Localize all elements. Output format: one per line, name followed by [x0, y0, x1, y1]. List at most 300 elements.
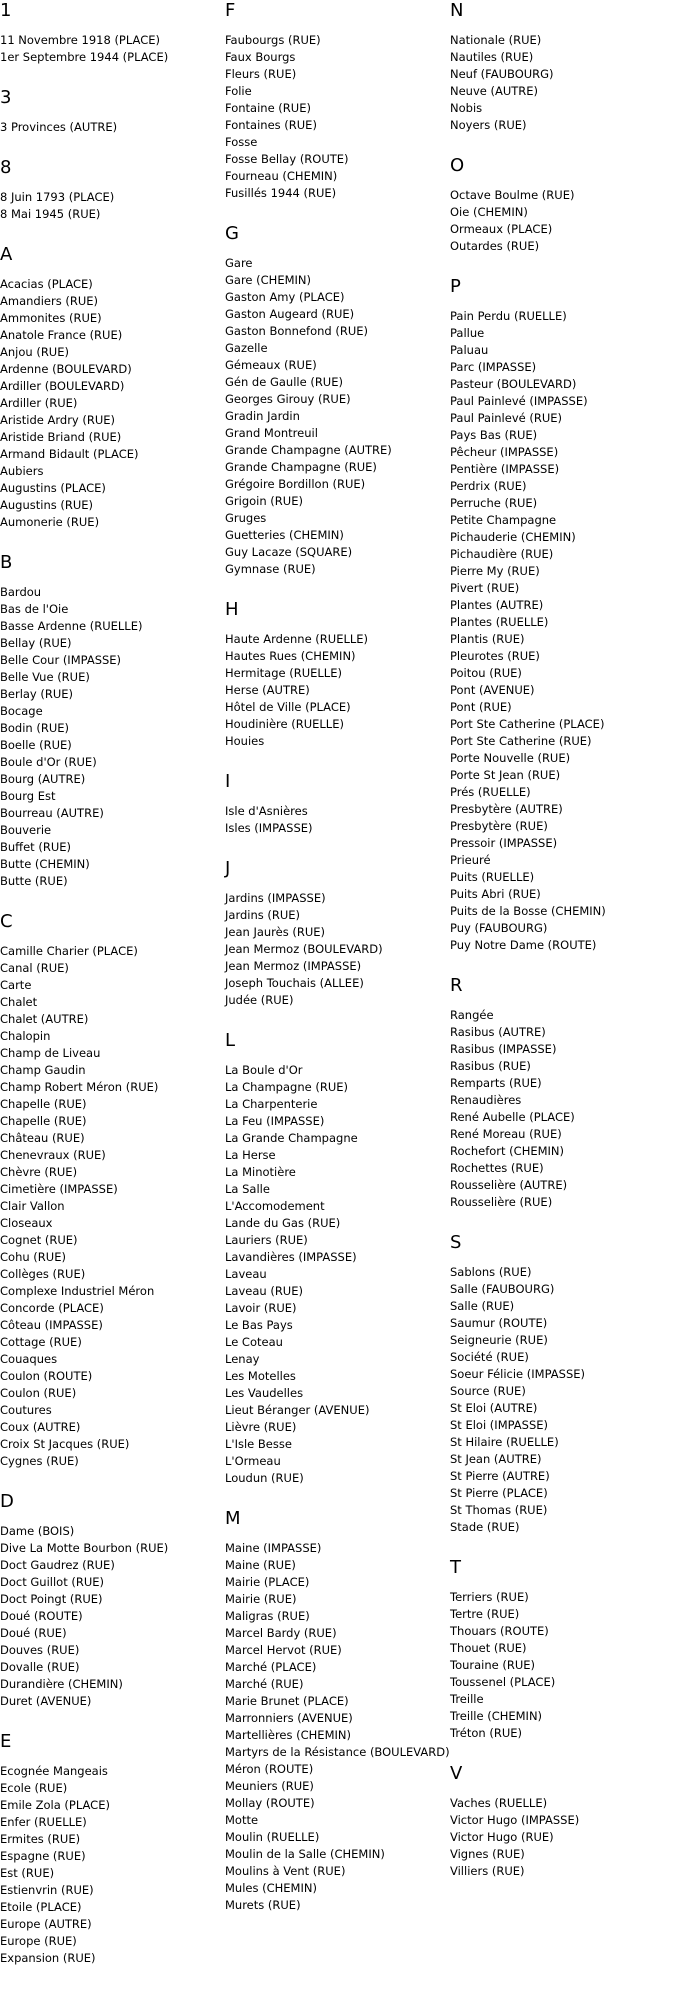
street-item: Houies: [225, 734, 265, 748]
street-item: Champ Gaudin: [0, 1063, 86, 1077]
street-item: Pichaudière (RUE): [450, 547, 554, 561]
street-item: Terriers (RUE): [450, 1590, 529, 1604]
street-item: St Jean (AUTRE): [450, 1452, 542, 1466]
street-item: Neuve (AUTRE): [450, 84, 539, 98]
street-item: Octave Boulme (RUE): [450, 188, 575, 202]
letter-heading: H: [225, 599, 239, 620]
street-item: L'Accomodement: [225, 1199, 325, 1213]
street-item: Puy (FAUBOURG): [450, 921, 548, 935]
street-item: Rangée: [450, 1008, 494, 1022]
street-item: Gaston Augeard (RUE): [225, 307, 355, 321]
street-item: Chenevraux (RUE): [0, 1148, 106, 1162]
street-item: Anatole France (RUE): [0, 328, 123, 342]
street-item: Coulon (RUE): [0, 1386, 77, 1400]
letter-heading: G: [225, 223, 239, 244]
street-item: Herse (AUTRE): [225, 683, 310, 697]
street-item: Saumur (ROUTE): [450, 1316, 548, 1330]
street-item: Puits (RUELLE): [450, 870, 535, 884]
street-item: Champ de Liveau: [0, 1046, 101, 1060]
street-item: Augustins (RUE): [0, 498, 94, 512]
street-item: Lauriers (RUE): [225, 1233, 308, 1247]
street-item: Lavoir (RUE): [225, 1301, 297, 1315]
street-item: Croix St Jacques (RUE): [0, 1437, 130, 1451]
street-item: Pierre My (RUE): [450, 564, 540, 578]
street-item: Guetteries (CHEMIN): [225, 528, 344, 542]
letter-heading: B: [0, 552, 13, 573]
street-item: Paluau: [450, 343, 489, 357]
letter-heading: V: [450, 1763, 463, 1784]
street-item: Puits de la Bosse (CHEMIN): [450, 904, 606, 918]
street-item: Gradin Jardin: [225, 409, 300, 423]
street-item: Faux Bourgs: [225, 50, 296, 64]
street-item: Marcel Bardy (RUE): [225, 1626, 337, 1640]
letter-heading: F: [225, 0, 236, 21]
street-item: Tréton (RUE): [450, 1726, 523, 1740]
street-item: Berlay (RUE): [0, 687, 74, 701]
street-item: Maligras (RUE): [225, 1609, 310, 1623]
street-item: Est (RUE): [0, 1866, 55, 1880]
street-item: Canal (RUE): [0, 961, 69, 975]
street-item: Carte: [0, 978, 32, 992]
street-item: Ecole (RUE): [0, 1781, 68, 1795]
letter-section-f: [225, 0, 450, 202]
street-item: L'Isle Besse: [225, 1437, 292, 1451]
street-item: Pallue: [450, 326, 485, 340]
street-item: Fosse Bellay (ROUTE): [225, 152, 349, 166]
letter-heading: I: [225, 771, 231, 792]
street-item: Victor Hugo (IMPASSE): [450, 1813, 580, 1827]
letter-heading: T: [450, 1557, 461, 1578]
street-item: Dovalle (RUE): [0, 1660, 80, 1674]
street-item: Thouet (RUE): [450, 1641, 527, 1655]
street-item: Concorde (PLACE): [0, 1301, 104, 1315]
street-item: René Moreau (RUE): [450, 1127, 562, 1141]
street-item: Fontaine (RUE): [225, 101, 311, 115]
street-item: Côteau (IMPASSE): [0, 1318, 103, 1332]
street-item: Puits Abri (RUE): [450, 887, 541, 901]
street-item: Emile Zola (PLACE): [0, 1798, 110, 1812]
street-item: Seigneurie (RUE): [450, 1333, 548, 1347]
street-item: Cottage (RUE): [0, 1335, 82, 1349]
street-item: Gare: [225, 256, 253, 270]
street-item: Joseph Touchais (ALLEE): [225, 976, 364, 990]
street-item: René Aubelle (PLACE): [450, 1110, 575, 1124]
street-item: Marie Brunet (PLACE): [225, 1694, 349, 1708]
letter-heading: 8: [0, 157, 12, 178]
street-item: La Salle: [225, 1182, 270, 1196]
street-item: Coux (AUTRE): [0, 1420, 81, 1434]
letter-section-1: [0, 0, 225, 66]
street-item: Lenay: [225, 1352, 260, 1366]
street-item: Aumonerie (RUE): [0, 515, 100, 529]
street-item: Bocage: [0, 704, 43, 718]
street-item: Méron (ROUTE): [225, 1762, 314, 1776]
letter-heading: M: [225, 1508, 241, 1529]
street-item: Perdrix (RUE): [450, 479, 527, 493]
street-column-3: [450, 0, 675, 1988]
street-item: 1er Septembre 1944 (PLACE): [0, 50, 169, 64]
street-item: 8 Juin 1793 (PLACE): [0, 190, 115, 204]
street-item: La Feu (IMPASSE): [225, 1114, 325, 1128]
street-item: Coutures: [0, 1403, 52, 1417]
street-item: Marronniers (AVENUE): [225, 1711, 353, 1725]
street-item: Bourg (AUTRE): [0, 772, 86, 786]
street-item: Grigoin (RUE): [225, 494, 303, 508]
street-item: Martellières (CHEMIN): [225, 1728, 351, 1742]
street-column-2: [225, 0, 450, 1988]
street-item: Belle Cour (IMPASSE): [0, 653, 122, 667]
street-item: Marché (RUE): [225, 1677, 304, 1691]
street-item: Grande Champagne (RUE): [225, 460, 377, 474]
street-item: La Grande Champagne: [225, 1131, 358, 1145]
letter-heading: D: [0, 1491, 14, 1512]
street-item: Pentière (IMPASSE): [450, 462, 560, 476]
street-item: Pont (AVENUE): [450, 683, 535, 697]
street-item: Rasibus (IMPASSE): [450, 1042, 557, 1056]
letter-section-e: [0, 1731, 225, 1967]
street-item: Boelle (RUE): [0, 738, 72, 752]
letter-section-a: [0, 244, 225, 531]
street-item: Port Ste Catherine (RUE): [450, 734, 592, 748]
street-item: Pêcheur (IMPASSE): [450, 445, 559, 459]
street-item: Bourg Est: [0, 789, 56, 803]
letter-section-i: [225, 771, 450, 837]
street-item: Bas de l'Oie: [0, 602, 69, 616]
street-item: Butte (CHEMIN): [0, 857, 90, 871]
street-item: Ardenne (BOULEVARD): [0, 362, 132, 376]
letter-section-3: [0, 87, 225, 136]
street-item: Ardiller (RUE): [0, 396, 78, 410]
street-item: Hautes Rues (CHEMIN): [225, 649, 356, 663]
letter-section-b: [0, 552, 225, 890]
letter-section-h: [225, 599, 450, 750]
street-item: Doct Gaudrez (RUE): [0, 1558, 115, 1572]
street-item: Durandière (CHEMIN): [0, 1677, 123, 1691]
street-item: Europe (RUE): [0, 1934, 77, 1948]
street-item: Cohu (RUE): [0, 1250, 66, 1264]
street-item: Cimetière (IMPASSE): [0, 1182, 118, 1196]
street-item: Laveau (RUE): [225, 1284, 303, 1298]
street-item: Poitou (RUE): [450, 666, 522, 680]
street-item: Jean Jaurès (RUE): [225, 925, 326, 939]
street-item: Treille (CHEMIN): [450, 1709, 543, 1723]
street-item: Coulon (ROUTE): [0, 1369, 93, 1383]
street-item: Mairie (RUE): [225, 1592, 297, 1606]
street-item: Petite Champagne: [450, 513, 557, 527]
street-item: Jean Mermoz (IMPASSE): [225, 959, 362, 973]
street-item: Haute Ardenne (RUELLE): [225, 632, 369, 646]
street-item: Camille Charier (PLACE): [0, 944, 138, 958]
street-item: Parc (IMPASSE): [450, 360, 537, 374]
street-item: Puy Notre Dame (ROUTE): [450, 938, 597, 952]
street-item: Touraine (RUE): [450, 1658, 536, 1672]
street-item: Anjou (RUE): [0, 345, 69, 359]
street-item: Etoile (PLACE): [0, 1900, 82, 1914]
street-item: Georges Girouy (RUE): [225, 392, 351, 406]
street-item: Fontaines (RUE): [225, 118, 317, 132]
street-item: Pivert (RUE): [450, 581, 520, 595]
letter-section-j: [225, 858, 450, 1009]
street-item: Chèvre (RUE): [0, 1165, 78, 1179]
street-item: Ecognée Mangeais: [0, 1764, 108, 1778]
street-item: Le Coteau: [225, 1335, 283, 1349]
street-item: Jardins (IMPASSE): [225, 891, 326, 905]
street-item: Grande Champagne (AUTRE): [225, 443, 392, 457]
street-item: St Pierre (AUTRE): [450, 1469, 550, 1483]
street-item: Le Bas Pays: [225, 1318, 293, 1332]
letter-section-o: [450, 155, 675, 255]
street-item: Chalet (AUTRE): [0, 1012, 89, 1026]
street-item: Outardes (RUE): [450, 239, 540, 253]
street-item: Salle (FAUBOURG): [450, 1282, 555, 1296]
street-item: Rochefort (CHEMIN): [450, 1144, 565, 1158]
letter-section-r: [450, 975, 675, 1211]
letter-section-n: [450, 0, 675, 134]
street-item: Rousselière (AUTRE): [450, 1178, 568, 1192]
street-item: Ormeaux (PLACE): [450, 222, 553, 236]
street-item: Europe (AUTRE): [0, 1917, 92, 1931]
street-item: Château (RUE): [0, 1131, 85, 1145]
letter-heading: O: [450, 155, 465, 176]
street-item: Motte: [225, 1813, 259, 1827]
street-item: Pont (RUE): [450, 700, 512, 714]
street-item: St Eloi (AUTRE): [450, 1401, 538, 1415]
letter-section-c: [0, 911, 225, 1470]
street-item: Moulins à Vent (RUE): [225, 1864, 346, 1878]
letter-section-l: [225, 1030, 450, 1487]
street-item: Tertre (RUE): [450, 1607, 520, 1621]
letter-section-8: [0, 157, 225, 223]
street-item: L'Ormeau: [225, 1454, 281, 1468]
letter-section-p: [450, 276, 675, 954]
letter-section-d: [0, 1491, 225, 1710]
street-item: Martyrs de la Résistance (BOULEVARD): [225, 1745, 450, 1759]
street-item: Pain Perdu (RUELLE): [450, 309, 567, 323]
street-item: Les Motelles: [225, 1369, 296, 1383]
street-item: Douves (RUE): [0, 1643, 80, 1657]
street-item: Enfer (RUELLE): [0, 1815, 87, 1829]
street-item: Basse Ardenne (RUELLE): [0, 619, 143, 633]
street-item: Rasibus (RUE): [450, 1059, 531, 1073]
street-item: Isles (IMPASSE): [225, 821, 313, 835]
street-item: Treille: [450, 1692, 484, 1706]
street-item: Victor Hugo (RUE): [450, 1830, 554, 1844]
street-item: Espagne (RUE): [0, 1849, 86, 1863]
street-item: Gruges: [225, 511, 267, 525]
letter-heading: S: [450, 1232, 462, 1253]
street-item: Jean Mermoz (BOULEVARD): [225, 942, 383, 956]
street-item: Port Ste Catherine (PLACE): [450, 717, 605, 731]
street-item: Oie (CHEMIN): [450, 205, 528, 219]
street-item: Laveau: [225, 1267, 267, 1281]
letter-heading: L: [225, 1030, 236, 1051]
street-item: Cygnes (RUE): [0, 1454, 79, 1468]
street-item: Maine (IMPASSE): [225, 1541, 322, 1555]
street-item: Dame (BOIS): [0, 1524, 75, 1538]
street-item: Boule d'Or (RUE): [0, 755, 97, 769]
letter-heading: J: [225, 858, 231, 879]
letter-heading: N: [450, 0, 464, 21]
street-item: Thouars (ROUTE): [450, 1624, 549, 1638]
street-item: Bodin (RUE): [0, 721, 70, 735]
street-item: 8 Mai 1945 (RUE): [0, 207, 101, 221]
street-item: Dive La Motte Bourbon (RUE): [0, 1541, 169, 1555]
street-item: Expansion (RUE): [0, 1951, 96, 1965]
street-item: Société (RUE): [450, 1350, 529, 1364]
street-item: Fleurs (RUE): [225, 67, 297, 81]
street-item: 3 Provinces (AUTRE): [0, 120, 118, 134]
street-item: Folie: [225, 84, 252, 98]
letter-section-m: [225, 1508, 450, 1914]
street-item: Neuf (FAUBOURG): [450, 67, 554, 81]
street-item: Hôtel de Ville (PLACE): [225, 700, 351, 714]
street-item: Duret (AVENUE): [0, 1694, 92, 1708]
street-item: Judée (RUE): [225, 993, 294, 1007]
street-item: Grand Montreuil: [225, 426, 318, 440]
street-item: Renaudières: [450, 1093, 522, 1107]
street-item: Bourreau (AUTRE): [0, 806, 104, 820]
street-item: Doct Poingt (RUE): [0, 1592, 103, 1606]
street-item: Presbytère (RUE): [450, 819, 548, 833]
street-item: Porte Nouvelle (RUE): [450, 751, 571, 765]
street-item: Mules (CHEMIN): [225, 1881, 317, 1895]
street-item: 11 Novembre 1918 (PLACE): [0, 33, 160, 47]
street-item: Sablons (RUE): [450, 1265, 532, 1279]
street-item: St Hilaire (RUELLE): [450, 1435, 559, 1449]
street-item: Salle (RUE): [450, 1299, 515, 1313]
street-item: Ardiller (BOULEVARD): [0, 379, 125, 393]
street-item: Presbytère (AUTRE): [450, 802, 563, 816]
letter-heading: A: [0, 244, 13, 265]
street-item: Villiers (RUE): [450, 1864, 525, 1878]
street-item: Meuniers (RUE): [225, 1779, 314, 1793]
street-item: Remparts (RUE): [450, 1076, 542, 1090]
street-item: Cognet (RUE): [0, 1233, 78, 1247]
street-item: Chalet: [0, 995, 38, 1009]
street-item: Amandiers (RUE): [0, 294, 98, 308]
street-item: Gaston Amy (PLACE): [225, 290, 345, 304]
street-item: Loudun (RUE): [225, 1471, 304, 1485]
letter-heading: E: [0, 1731, 12, 1752]
street-item: Prés (RUELLE): [450, 785, 531, 799]
street-item: Ermites (RUE): [0, 1832, 81, 1846]
street-item: Mollay (ROUTE): [225, 1796, 315, 1810]
street-item: Lièvre (RUE): [225, 1420, 297, 1434]
street-item: Gazelle: [225, 341, 268, 355]
street-item: Soeur Félicie (IMPASSE): [450, 1367, 586, 1381]
street-item: Isle d'Asnières: [225, 804, 308, 818]
street-item: Buffet (RUE): [0, 840, 71, 854]
street-item: Armand Bidault (PLACE): [0, 447, 139, 461]
street-item: Jardins (RUE): [225, 908, 301, 922]
street-item: Doct Guillot (RUE): [0, 1575, 105, 1589]
street-item: Pleurotes (RUE): [450, 649, 540, 663]
letter-heading: C: [0, 911, 13, 932]
street-item: Complexe Industriel Méron: [0, 1284, 155, 1298]
street-item: Marché (PLACE): [225, 1660, 317, 1674]
street-item: La Boule d'Or: [225, 1063, 303, 1077]
street-item: Butte (RUE): [0, 874, 68, 888]
street-item: Doué (ROUTE): [0, 1609, 83, 1623]
letter-section-g: [225, 223, 450, 578]
street-item: Paul Painlevé (IMPASSE): [450, 394, 588, 408]
street-item: Fosse: [225, 135, 258, 149]
street-item: Stade (RUE): [450, 1520, 520, 1534]
letter-section-s: [450, 1232, 675, 1536]
street-item: Collèges (RUE): [0, 1267, 86, 1281]
street-item: Acacias (PLACE): [0, 277, 93, 291]
street-item: Marcel Hervot (RUE): [225, 1643, 342, 1657]
street-item: Paul Painlevé (RUE): [450, 411, 563, 425]
street-item: Fourneau (CHEMIN): [225, 169, 338, 183]
street-item: Porte St Jean (RUE): [450, 768, 561, 782]
street-item: Murets (RUE): [225, 1898, 301, 1912]
street-item: Nationale (RUE): [450, 33, 542, 47]
street-item: Aristide Briand (RUE): [0, 430, 122, 444]
street-item: Houdinière (RUELLE): [225, 717, 344, 731]
street-item: Aristide Ardry (RUE): [0, 413, 116, 427]
street-item: Grégoire Bordillon (RUE): [225, 477, 366, 491]
street-item: La Charpenterie: [225, 1097, 318, 1111]
street-item: Rasibus (AUTRE): [450, 1025, 546, 1039]
street-item: Gén de Gaulle (RUE): [225, 375, 343, 389]
letter-heading: R: [450, 975, 463, 996]
street-item: Nautiles (RUE): [450, 50, 534, 64]
street-item: Gare (CHEMIN): [225, 273, 311, 287]
street-item: St Eloi (IMPASSE): [450, 1418, 549, 1432]
street-item: Plantis (RUE): [450, 632, 525, 646]
street-item: Nobis: [450, 101, 483, 115]
street-item: Pressoir (IMPASSE): [450, 836, 558, 850]
street-item: Belle Vue (RUE): [0, 670, 90, 684]
street-item: Gémeaux (RUE): [225, 358, 317, 372]
street-item: Chalopin: [0, 1029, 51, 1043]
street-item: Champ Robert Méron (RUE): [0, 1080, 159, 1094]
street-item: Fusillés 1944 (RUE): [225, 186, 337, 200]
street-item: La Champagne (RUE): [225, 1080, 348, 1094]
street-item: Moulin (RUELLE): [225, 1830, 320, 1844]
street-item: Bellay (RUE): [0, 636, 72, 650]
street-item: Estienvrin (RUE): [0, 1883, 94, 1897]
street-item: Noyers (RUE): [450, 118, 527, 132]
street-item: Closeaux: [0, 1216, 53, 1230]
street-item: Bardou: [0, 585, 42, 599]
street-item: Plantes (AUTRE): [450, 598, 544, 612]
street-item: Pichauderie (CHEMIN): [450, 530, 576, 544]
street-item: Perruche (RUE): [450, 496, 538, 510]
street-item: Vignes (RUE): [450, 1847, 525, 1861]
street-item: Toussenel (PLACE): [450, 1675, 556, 1689]
street-item: Moulin de la Salle (CHEMIN): [225, 1847, 385, 1861]
street-item: Vaches (RUELLE): [450, 1796, 548, 1810]
street-item: Chapelle (RUE): [0, 1114, 87, 1128]
street-item: Mairie (PLACE): [225, 1575, 310, 1589]
street-item: Prieuré: [450, 853, 491, 867]
street-item: St Pierre (PLACE): [450, 1486, 548, 1500]
street-item: Pasteur (BOULEVARD): [450, 377, 577, 391]
street-item: La Herse: [225, 1148, 276, 1162]
street-item: Source (RUE): [450, 1384, 526, 1398]
street-item: Gymnase (RUE): [225, 562, 316, 576]
street-item: Rochettes (RUE): [450, 1161, 544, 1175]
street-item: Augustins (PLACE): [0, 481, 106, 495]
street-item: Maine (RUE): [225, 1558, 296, 1572]
street-item: Chapelle (RUE): [0, 1097, 87, 1111]
street-item: La Minotière: [225, 1165, 296, 1179]
street-item: Rousselière (RUE): [450, 1195, 553, 1209]
street-item: Bouverie: [0, 823, 52, 837]
letter-heading: 3: [0, 87, 12, 108]
